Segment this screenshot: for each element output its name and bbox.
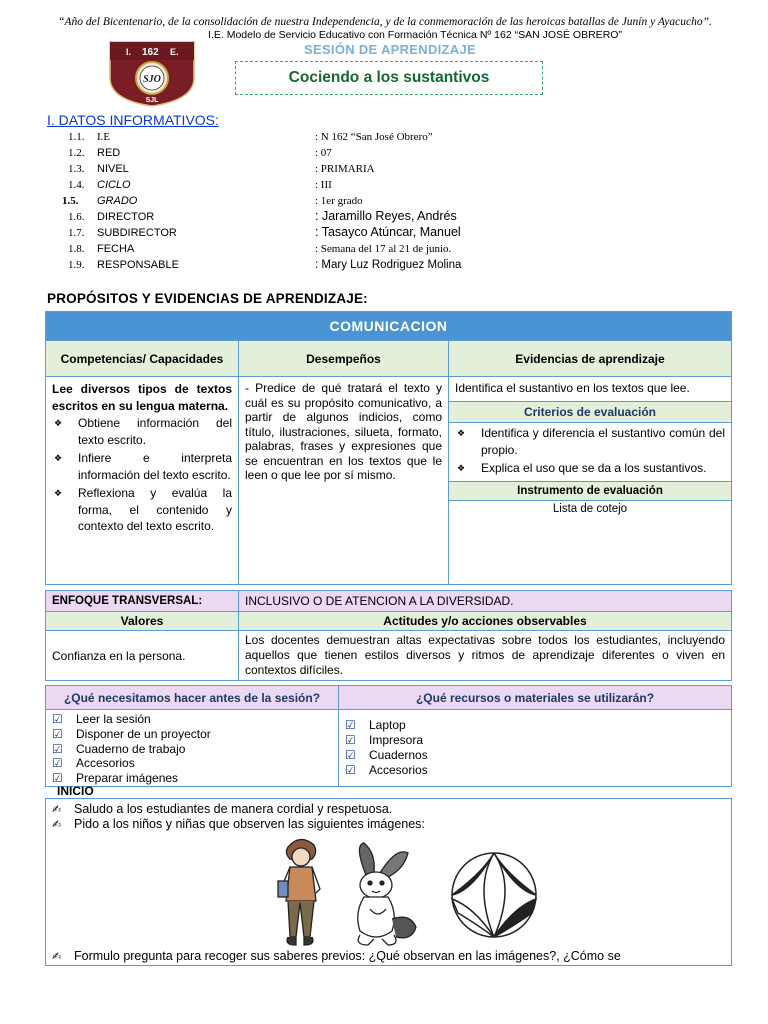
antes-item: ☑ Accesorios [52, 756, 135, 771]
info-key: NIVEL [97, 163, 129, 175]
diamond-bullet-icon: ❖ [54, 488, 63, 498]
info-value: : III [315, 179, 332, 191]
pen-icon: ✍ [52, 819, 62, 831]
actitudes-header: Actitudes y/o acciones observables [239, 612, 732, 631]
instrumento-header: Instrumento de evaluación [449, 481, 731, 501]
diamond-bullet-icon: ❖ [457, 428, 466, 438]
antes-item: ☑ Cuaderno de trabajo [52, 741, 186, 756]
info-key: I.E [97, 131, 111, 143]
logo-text-number: 162 [142, 47, 159, 58]
criterio-item: ❖ Identifica y diferencia el sustantivo común del propio. [457, 426, 725, 457]
info-num: 1.8. [68, 243, 85, 255]
evidencia-text: Identifica el sustantivo en los textos que lee. [455, 381, 690, 395]
school-logo [104, 38, 200, 108]
recursos-cell [339, 710, 732, 787]
recurso-item: ☑ Cuadernos [345, 747, 428, 762]
info-num: 1.3. [68, 163, 85, 175]
col-header-desempenos: Desempeños [239, 341, 449, 377]
desempeno-text: - Predice de qué tratará el texto y cuál es su propósito comunicativo, a partir de algunos indicios, como título, ilustraciones, silueta, formato, palabras, frases y expresiones que se encuentran en los textos que le leen o que lee por sí mismo. [245, 381, 442, 482]
enfoque-value: INCLUSIVO O DE ATENCION A LA DIVERSIDAD. [239, 591, 732, 612]
checkbox-icon: ☑ [52, 726, 63, 741]
enfoque-table [45, 590, 732, 681]
diamond-bullet-icon: ❖ [457, 463, 466, 473]
info-value: : Semana del 17 al 21 de junio. [315, 243, 452, 255]
enfoque-label: ENFOQUE TRANSVERSAL: [46, 591, 239, 612]
info-key: FECHA [97, 243, 135, 255]
antes-header: ¿Qué necesitamos hacer antes de la sesión? [46, 686, 339, 710]
ball-drawing [446, 847, 542, 943]
info-num: 1.9. [68, 259, 85, 271]
section-heading-propositos: PROPÓSITOS Y EVIDENCIAS DE APRENDIZAJE: [47, 291, 368, 306]
info-value: : 1er grado [315, 195, 363, 207]
logo-center-text: SJO [143, 74, 161, 85]
rabbit-drawing [334, 839, 426, 951]
diamond-bullet-icon: ❖ [54, 453, 63, 463]
evidencias-cell [449, 377, 732, 585]
recurso-item: ☑ Accesorios [345, 762, 428, 777]
col-header-competencias: Competencias/ Capacidades [46, 341, 239, 377]
info-key: RED [97, 147, 121, 159]
inicio-action: ✍ Saludo a los estudiantes de manera cordial y respetuosa. [52, 802, 393, 816]
desempenos-cell [239, 377, 449, 585]
info-key: RESPONSABLE [97, 259, 179, 271]
checkbox-icon: ☑ [52, 712, 63, 726]
section-heading-datos: I. DATOS INFORMATIVOS: [47, 112, 219, 128]
info-key: SUBDIRECTOR [97, 227, 177, 239]
capacidad-item: ❖ Reflexiona y evalúa la forma, el contenido y contexto del texto escrito. [54, 486, 232, 533]
info-num: 1.6. [68, 211, 85, 223]
info-value: : Tasayco Atúncar, Manuel [315, 225, 461, 239]
logo-bottom-text: SJL [145, 97, 159, 104]
info-row-subdirector [56, 225, 746, 241]
info-row-responsable [56, 257, 746, 273]
info-row-nivel [56, 161, 746, 177]
pen-icon: ✍ [52, 951, 62, 963]
info-num: 1.4. [68, 179, 85, 191]
capacidad-item: ❖ Obtiene información del texto escrito. [54, 416, 232, 447]
info-row-ie [56, 129, 746, 145]
antes-cell [46, 710, 339, 787]
motto-line: “Año del Bicentenario, de la consolidación de nuestra Independencia, y de la conmemoración de las heroicas batallas de Junín y Ayacucho”. [58, 16, 712, 28]
info-num: 1.1. [68, 131, 85, 143]
checkbox-icon: ☑ [345, 733, 356, 748]
info-row-red [56, 145, 746, 161]
col-header-evidencias: Evidencias de aprendizaje [449, 341, 732, 377]
info-row-ciclo [56, 177, 746, 193]
competencias-cell [46, 377, 239, 585]
info-key: DIRECTOR [97, 211, 155, 223]
checkbox-icon: ☑ [52, 741, 63, 756]
competencia-text: Lee diversos tipos de textos escritos en su lengua materna. [52, 382, 232, 413]
inicio-action: ✍ Pido a los niños y niñas que observen las siguientes imágenes: [52, 817, 425, 831]
criterios-header: Criterios de evaluación [449, 401, 731, 423]
actitud-cell: Los docentes demuestran altas expectativas sobre todos los estudiantes, incluyendo aquellos que tienen estilos diversos y ritmos de aprendizaje diferentes o viven en contextos difíciles. [239, 631, 732, 681]
antes-item: ☑ Leer la sesión [52, 712, 151, 726]
capacidad-item: ❖ Infiere e interpreta información del texto escrito. [54, 451, 232, 482]
diamond-bullet-icon: ❖ [54, 418, 63, 428]
info-row-grado [56, 193, 746, 209]
criterio-item: ❖ Explica el uso que se da a los sustantivos. [457, 461, 707, 475]
info-key: GRADO [97, 195, 138, 207]
boy-drawing [266, 833, 336, 951]
checkbox-icon: ☑ [52, 771, 63, 786]
session-title: SESIÓN DE APRENDIZAJE [304, 42, 476, 57]
instrumento-text: Lista de cotejo [552, 502, 628, 515]
inicio-label: INICIO [57, 784, 94, 798]
info-num: 1.2. [68, 147, 85, 159]
info-list [56, 129, 746, 273]
pen-icon: ✍ [52, 804, 62, 816]
antes-item: ☑ Preparar imágenes [52, 771, 179, 786]
info-value: : N 162 “San José Obrero” [315, 131, 433, 143]
logo-text-left: I. [126, 47, 132, 57]
info-row-director [56, 209, 746, 225]
info-key: CICLO [97, 179, 131, 191]
area-band: COMUNICACION [46, 312, 732, 341]
checkbox-icon: ☑ [345, 718, 356, 733]
antes-item: ☑ Disponer de un proyector [52, 726, 211, 741]
competencias-table [45, 311, 732, 585]
checkbox-icon: ☑ [52, 756, 63, 771]
recurso-item: ☑ Impresora [345, 733, 424, 748]
recurso-item: ☑ Laptop [345, 718, 406, 733]
school-line: I.E. Modelo de Servicio Educativo con Formación Técnica Nº 162 “SAN JOSÉ OBRERO” [208, 29, 622, 41]
info-value: : 07 [315, 147, 332, 159]
info-num: 1.7. [68, 227, 85, 239]
info-value: : Jaramillo Reyes, Andrés [315, 209, 457, 223]
checkbox-icon: ☑ [345, 762, 356, 777]
checkbox-icon: ☑ [345, 747, 356, 762]
logo-text-right: E. [170, 47, 179, 57]
info-num: 1.5. [62, 195, 79, 207]
info-row-fecha [56, 241, 746, 257]
valor-cell: Confianza en la persona. [46, 631, 239, 681]
valores-header: Valores [46, 612, 239, 631]
info-value: : PRIMARIA [315, 163, 375, 175]
lesson-title: Cociendo a los sustantivos [235, 61, 543, 95]
preparacion-table [45, 685, 732, 787]
inicio-box [45, 798, 732, 966]
inicio-action: ✍ Formulo pregunta para recoger sus saberes previos: ¿Qué observan en las imágenes?, ¿Cómo se [52, 949, 621, 963]
info-value: : Mary Luz Rodriguez Molina [315, 259, 462, 271]
recursos-header: ¿Qué recursos o materiales se utilizarán? [339, 686, 732, 710]
